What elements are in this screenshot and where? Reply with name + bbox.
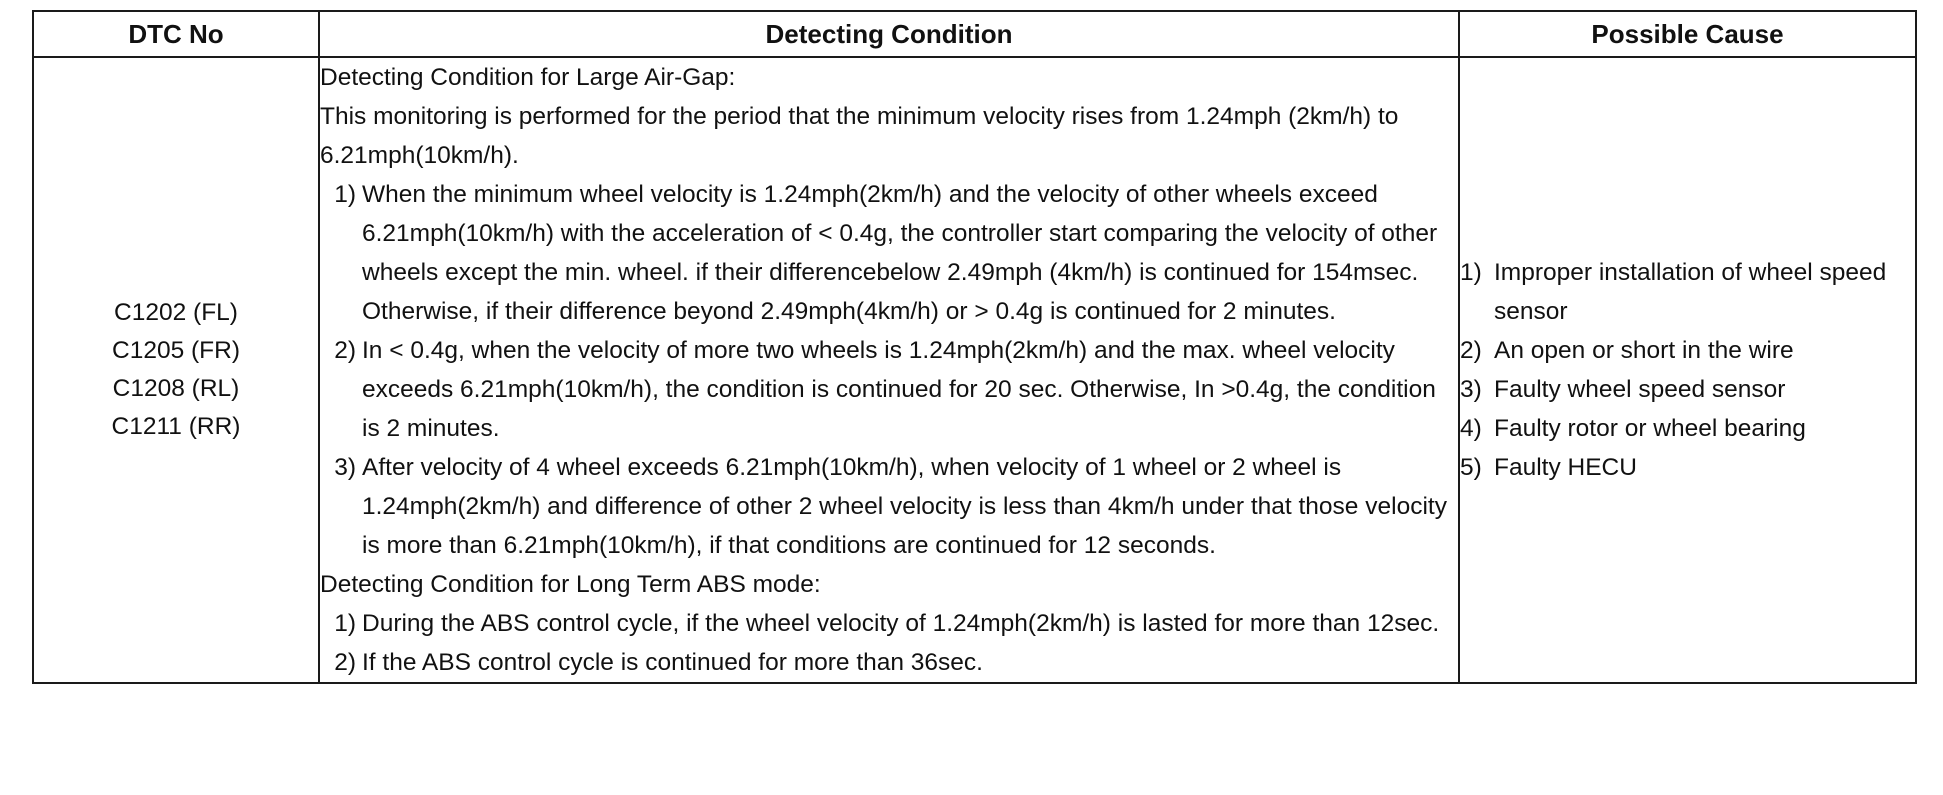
item-number: 2): [334, 337, 356, 364]
condition-item: [320, 331, 1458, 448]
condition-item: [320, 604, 1458, 643]
cause-item: [1460, 448, 1915, 487]
item-number: 1): [1460, 259, 1482, 286]
dtc-code: C1202 (FL): [114, 299, 238, 326]
dtc-code: C1211 (RR): [111, 413, 241, 440]
item-number: 5): [1460, 454, 1482, 481]
item-number: 4): [1460, 415, 1482, 442]
dtc-code: C1208 (RL): [112, 375, 240, 402]
header-possible-cause: Possible Cause: [1459, 11, 1916, 57]
item-text: Faulty HECU: [1494, 454, 1637, 481]
condition-item: [320, 643, 1458, 682]
item-number: 2): [1460, 337, 1482, 364]
header-detecting-condition: Detecting Condition: [319, 11, 1459, 57]
item-text: An open or short in the wire: [1494, 337, 1794, 364]
item-text: If the ABS control cycle is continued for more than 36sec.: [362, 649, 983, 676]
dtc-code: C1205 (FR): [112, 337, 240, 364]
item-number: 1): [334, 181, 356, 208]
cause-item: [1460, 253, 1915, 331]
header-dtc-no: DTC No: [33, 11, 319, 57]
item-text: Faulty wheel speed sensor: [1494, 376, 1786, 403]
cause-item: [1460, 331, 1915, 370]
item-text: During the ABS control cycle, if the wheel velocity of 1.24mph(2km/h) is lasted for more than 12sec.: [362, 610, 1440, 637]
item-number: 1): [334, 610, 356, 637]
item-text: In < 0.4g, when the velocity of more two wheels is 1.24mph(2km/h) and the max. wheel velocity exceeds 6.21mph(10km/h), the condition is continued for 20 sec. Otherwise, In >0.4g, the condition is 2 minutes.: [362, 337, 1436, 442]
dtc-table: [32, 10, 1917, 684]
condition-item: [320, 448, 1458, 565]
cause-item: [1460, 370, 1915, 409]
item-text: Improper installation of wheel speed sensor: [1494, 259, 1887, 325]
item-text: Faulty rotor or wheel bearing: [1494, 415, 1806, 442]
header-row: [33, 11, 1916, 57]
item-number: 2): [334, 649, 356, 676]
item-number: 3): [1460, 376, 1482, 403]
dtc-codes-cell: [33, 57, 319, 683]
large-air-gap-heading: Detecting Condition for Large Air-Gap:: [320, 64, 736, 91]
large-air-gap-intro: This monitoring is performed for the period that the minimum velocity rises from 1.24mph (2km/h) to 6.21mph(10km/h).: [320, 103, 1399, 169]
detecting-condition-cell: [319, 57, 1459, 683]
item-number: 3): [334, 454, 356, 481]
condition-item: [320, 175, 1458, 331]
item-text: When the minimum wheel velocity is 1.24mph(2km/h) and the velocity of other wheels exceed 6.21mph(10km/h) with the acceleration of < 0.4g, the controller start comparing the velocity of other wheels except the min. wheel. if their differencebelow 2.49mph (4km/h) is continued for 154msec. Otherwise, if their difference beyond 2.49mph(4km/h) or > 0.4g is continued for 2 minutes.: [362, 181, 1438, 325]
cause-item: [1460, 409, 1915, 448]
possible-cause-cell: [1459, 57, 1916, 683]
table-row: [33, 57, 1916, 683]
long-term-abs-heading: Detecting Condition for Long Term ABS mode:: [320, 571, 821, 598]
item-text: After velocity of 4 wheel exceeds 6.21mph(10km/h), when velocity of 1 wheel or 2 wheel is 1.24mph(2km/h) and difference of other 2 wheel velocity is less than 4km/h under that those velocity is more than 6.21mph(10km/h), if that conditions are continued for 12 seconds.: [362, 454, 1447, 559]
